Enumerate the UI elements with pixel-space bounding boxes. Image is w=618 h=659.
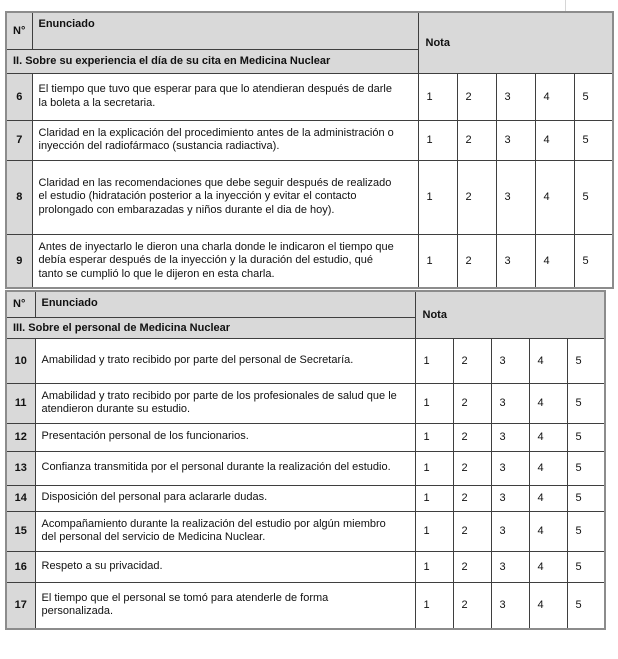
score-option-3[interactable]: 3 (496, 234, 535, 288)
row-number: 13 (6, 451, 35, 485)
number-column-header: N° (6, 12, 32, 49)
survey-tables-container (5, 11, 614, 630)
statement-row (6, 338, 605, 383)
score-option-1[interactable]: 1 (415, 451, 453, 485)
number-column-header: N° (6, 291, 35, 317)
score-option-3[interactable]: 3 (491, 451, 529, 485)
score-option-4[interactable]: 4 (535, 234, 574, 288)
score-option-2[interactable]: 2 (453, 451, 491, 485)
score-option-5[interactable]: 5 (574, 73, 613, 120)
row-number: 17 (6, 582, 35, 629)
score-option-4[interactable]: 4 (529, 511, 567, 551)
section-title: II. Sobre su experiencia el día de su cita en Medicina Nuclear (6, 49, 418, 73)
score-option-2[interactable]: 2 (453, 338, 491, 383)
score-option-2[interactable]: 2 (453, 485, 491, 511)
score-option-2[interactable]: 2 (453, 383, 491, 423)
column-header-row (6, 291, 605, 317)
score-option-1[interactable]: 1 (415, 338, 453, 383)
score-option-3[interactable]: 3 (491, 338, 529, 383)
statement-text: Respeto a su privacidad. (35, 551, 415, 582)
score-option-4[interactable]: 4 (529, 485, 567, 511)
score-option-1[interactable]: 1 (415, 551, 453, 582)
survey-table (5, 290, 606, 630)
row-number: 14 (6, 485, 35, 511)
score-option-1[interactable]: 1 (418, 234, 457, 288)
score-option-5[interactable]: 5 (567, 485, 605, 511)
statement-row (6, 551, 605, 582)
score-option-1[interactable]: 1 (415, 423, 453, 451)
row-number: 8 (6, 160, 32, 234)
statement-row (6, 383, 605, 423)
score-option-3[interactable]: 3 (491, 551, 529, 582)
score-option-1[interactable]: 1 (415, 511, 453, 551)
score-option-2[interactable]: 2 (453, 423, 491, 451)
score-option-1[interactable]: 1 (418, 73, 457, 120)
page-edge-artifact (565, 0, 566, 11)
statement-rows (6, 338, 605, 629)
score-option-5[interactable]: 5 (567, 423, 605, 451)
score-option-5[interactable]: 5 (567, 338, 605, 383)
statement-column-header: Enunciado (35, 291, 415, 317)
statement-text: Disposición del personal para aclararle dudas. (35, 485, 415, 511)
statement-text: Amabilidad y trato recibido por parte del personal de Secretaría. (35, 338, 415, 383)
score-option-5[interactable]: 5 (574, 160, 613, 234)
score-option-5[interactable]: 5 (574, 234, 613, 288)
score-option-3[interactable]: 3 (496, 120, 535, 160)
score-option-4[interactable]: 4 (529, 423, 567, 451)
score-option-1[interactable]: 1 (415, 582, 453, 629)
row-number: 9 (6, 234, 32, 288)
score-option-2[interactable]: 2 (453, 551, 491, 582)
score-option-5[interactable]: 5 (567, 451, 605, 485)
score-option-3[interactable]: 3 (491, 383, 529, 423)
statement-rows (6, 73, 613, 288)
score-option-2[interactable]: 2 (457, 160, 496, 234)
section-title: III. Sobre el personal de Medicina Nuclear (6, 317, 415, 338)
score-option-5[interactable]: 5 (567, 582, 605, 629)
score-option-2[interactable]: 2 (457, 234, 496, 288)
score-column-header: Nota (418, 12, 613, 73)
statement-text: Presentación personal de los funcionarios. (35, 423, 415, 451)
score-option-1[interactable]: 1 (418, 120, 457, 160)
statement-row (6, 120, 613, 160)
statement-row (6, 73, 613, 120)
score-option-2[interactable]: 2 (453, 582, 491, 629)
statement-text: Confianza transmitida por el personal durante la realización del estudio. (35, 451, 415, 485)
score-option-5[interactable]: 5 (574, 120, 613, 160)
row-number: 11 (6, 383, 35, 423)
statement-row (6, 423, 605, 451)
score-option-2[interactable]: 2 (457, 73, 496, 120)
statement-column-header: Enunciado (32, 12, 418, 49)
score-option-4[interactable]: 4 (529, 338, 567, 383)
row-number: 10 (6, 338, 35, 383)
statement-text: Acompañamiento durante la realización del estudio por algún miembro del personal del servicio de Medicina Nuclear. (35, 511, 415, 551)
statement-row (6, 451, 605, 485)
row-number: 7 (6, 120, 32, 160)
score-option-4[interactable]: 4 (535, 120, 574, 160)
score-option-4[interactable]: 4 (529, 451, 567, 485)
statement-row (6, 234, 613, 288)
statement-text: Claridad en la explicación del procedimiento antes de la administración o inyección del radiofármaco (sustancia radiactiva). (32, 120, 418, 160)
score-option-4[interactable]: 4 (529, 383, 567, 423)
score-option-3[interactable]: 3 (496, 73, 535, 120)
statement-row (6, 511, 605, 551)
statement-text: Amabilidad y trato recibido por parte de los profesionales de salud que le atendieron durante su estudio. (35, 383, 415, 423)
score-option-3[interactable]: 3 (491, 582, 529, 629)
score-option-1[interactable]: 1 (415, 383, 453, 423)
score-option-4[interactable]: 4 (529, 551, 567, 582)
score-option-2[interactable]: 2 (453, 511, 491, 551)
score-option-3[interactable]: 3 (491, 485, 529, 511)
score-option-4[interactable]: 4 (529, 582, 567, 629)
score-option-3[interactable]: 3 (491, 511, 529, 551)
score-option-3[interactable]: 3 (496, 160, 535, 234)
statement-text: Claridad en las recomendaciones que debe seguir después de realizado el estudio (hidratación posterior a la inyección y evitar el contacto prolongado con embarazadas y niños durante el dia de hoy). (32, 160, 418, 234)
score-option-4[interactable]: 4 (535, 160, 574, 234)
score-option-1[interactable]: 1 (418, 160, 457, 234)
score-option-2[interactable]: 2 (457, 120, 496, 160)
row-number: 15 (6, 511, 35, 551)
column-header-row (6, 12, 613, 49)
score-option-3[interactable]: 3 (491, 423, 529, 451)
score-option-4[interactable]: 4 (535, 73, 574, 120)
row-number: 16 (6, 551, 35, 582)
statement-row (6, 160, 613, 234)
score-option-5[interactable]: 5 (567, 383, 605, 423)
score-option-1[interactable]: 1 (415, 485, 453, 511)
statement-row (6, 582, 605, 629)
score-option-5[interactable]: 5 (567, 551, 605, 582)
statement-text: El tiempo que el personal se tomó para atenderle de forma personalizada. (35, 582, 415, 629)
row-number: 12 (6, 423, 35, 451)
score-column-header: Nota (415, 291, 605, 338)
survey-table (5, 11, 614, 289)
statement-text: Antes de inyectarlo le dieron una charla donde le indicaron el tiempo que debía esperar después de la inyección y la duración del estudio, qué tanto se cumplió lo que le dijeron en esta charla. (32, 234, 418, 288)
row-number: 6 (6, 73, 32, 120)
statement-row (6, 485, 605, 511)
statement-text: El tiempo que tuvo que esperar para que lo atendieran después de darle la boleta a la secretaria. (32, 73, 418, 120)
score-option-5[interactable]: 5 (567, 511, 605, 551)
